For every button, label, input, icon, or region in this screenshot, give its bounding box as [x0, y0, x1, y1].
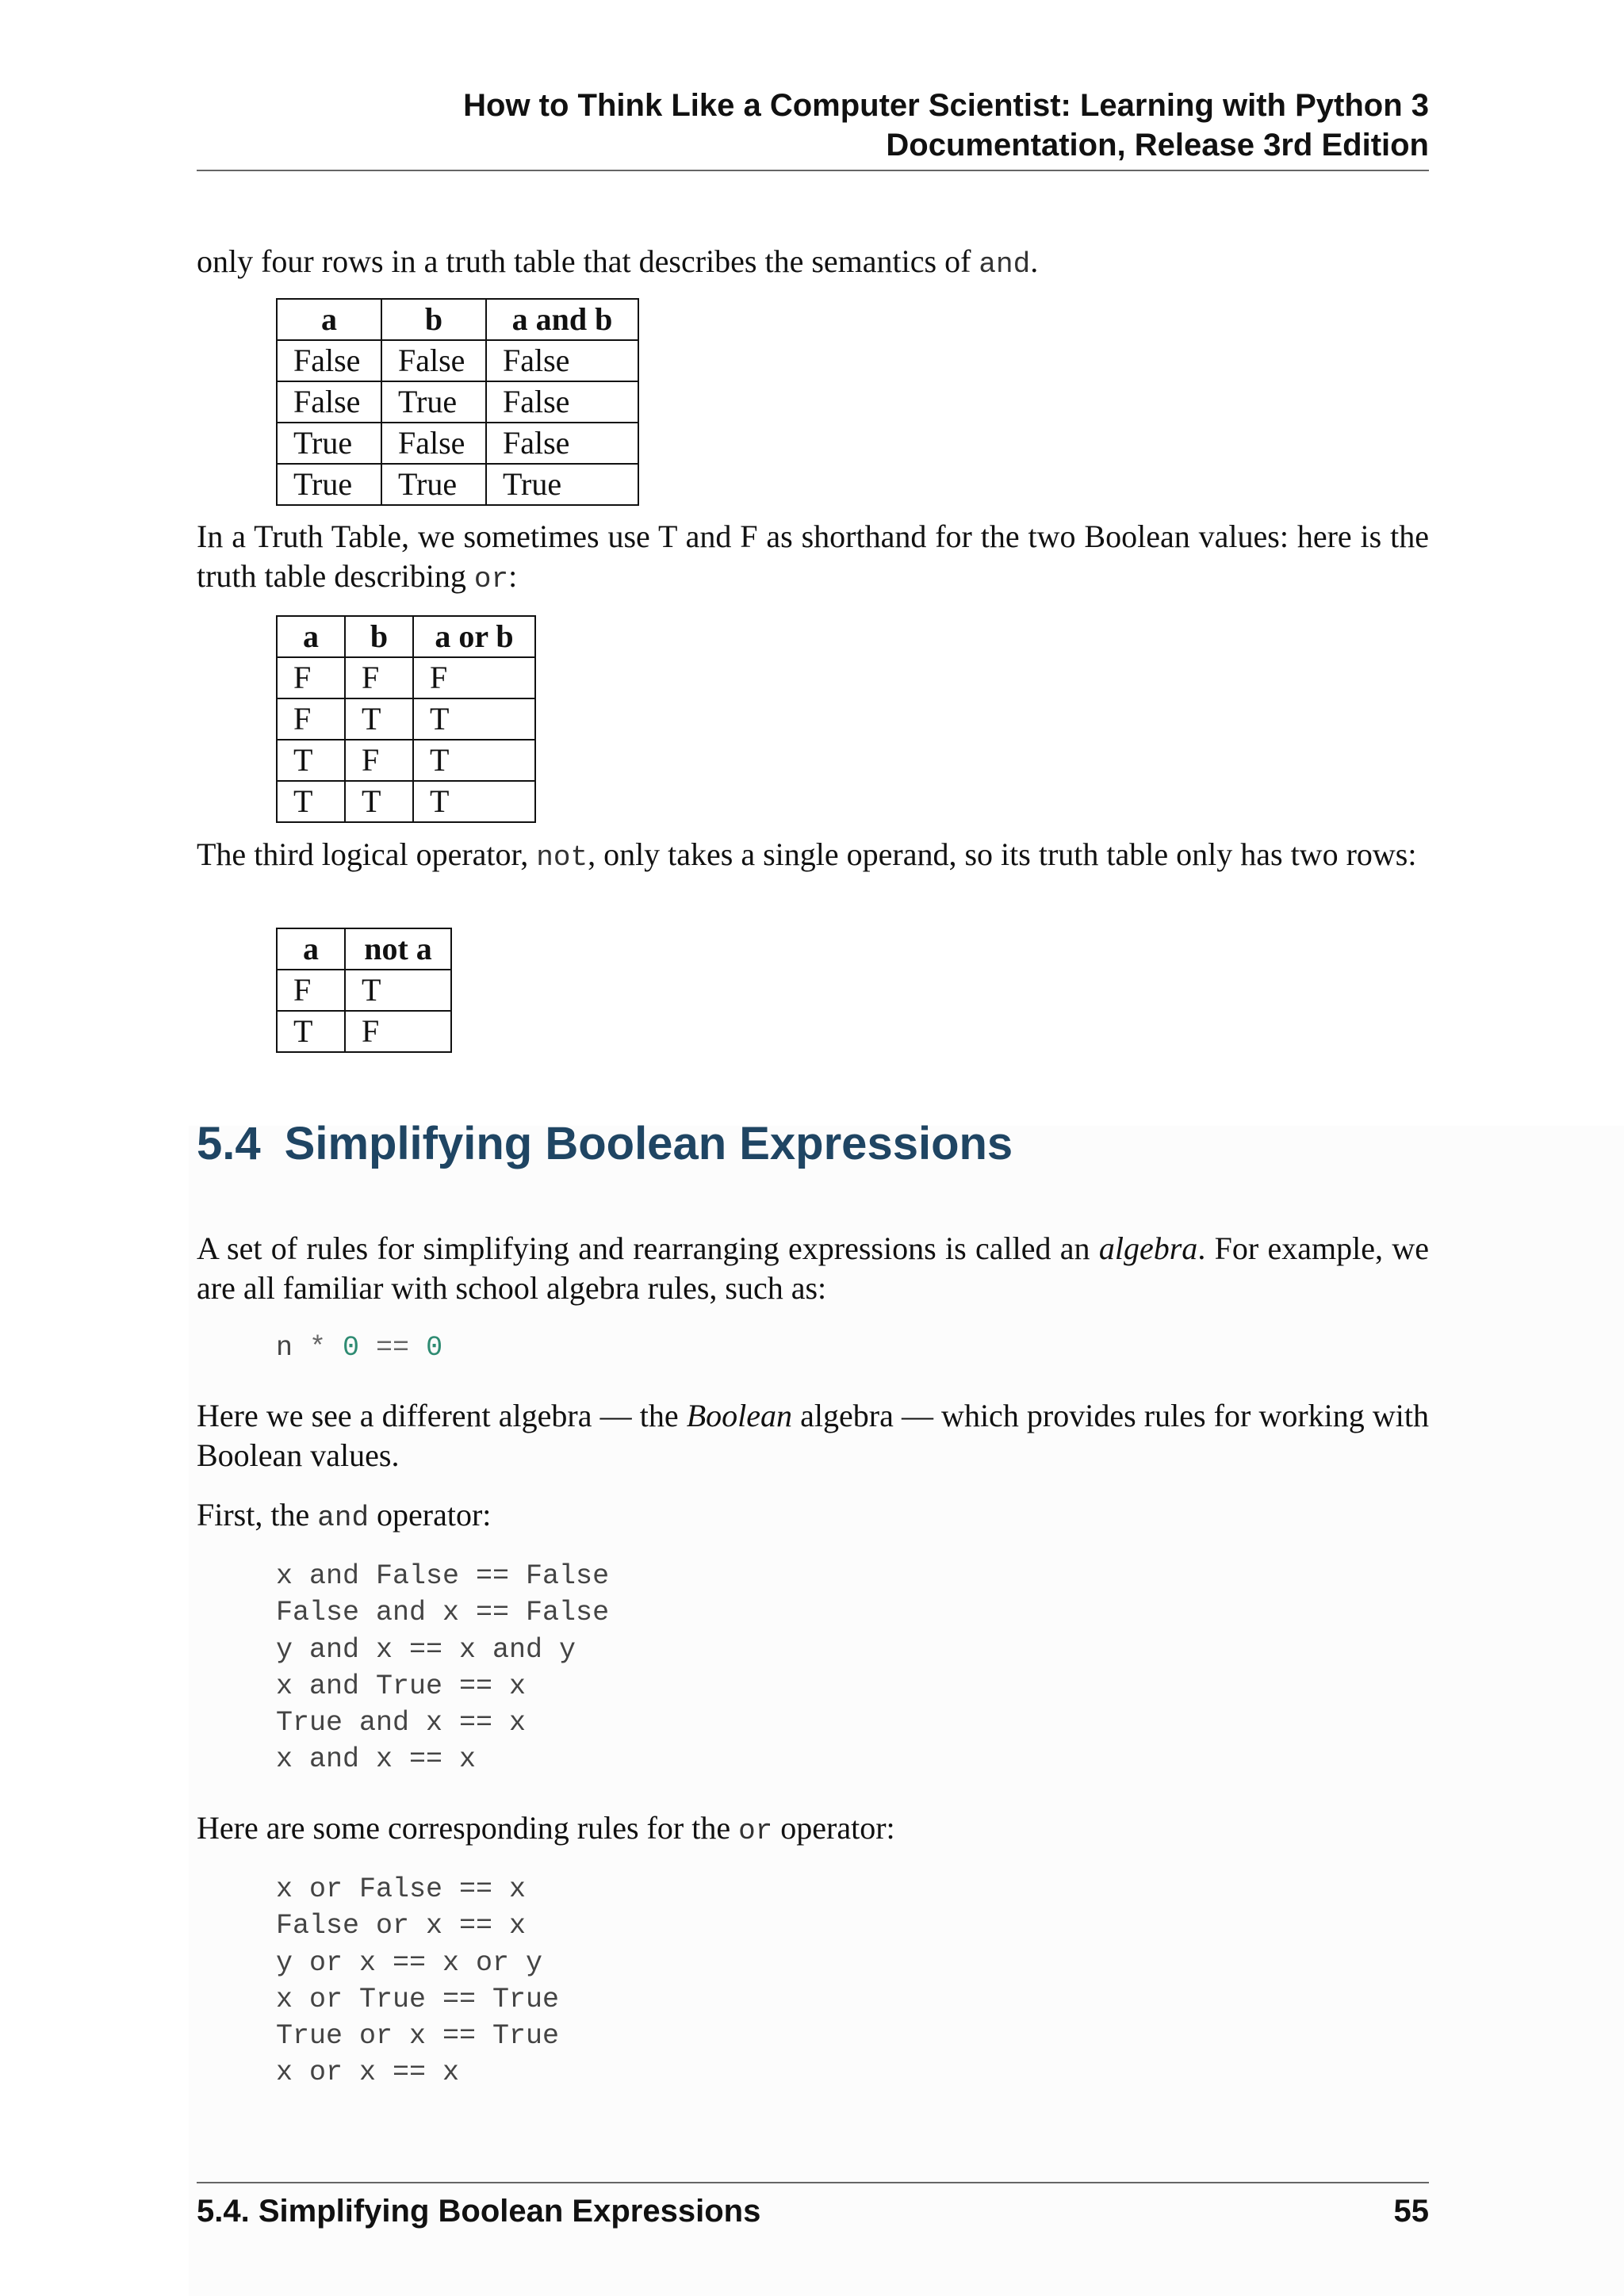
intro-text: only four rows in a truth table that describes the semantics of	[197, 243, 979, 279]
or-rules-intro	[197, 1808, 1429, 1851]
table-cell: False	[381, 423, 486, 464]
table-header-row	[277, 616, 535, 657]
table-cell: T	[413, 740, 535, 781]
inline-code-and: and	[317, 1502, 370, 1534]
or-rules-intro-text-after: operator:	[772, 1810, 895, 1846]
inline-code-or: or	[473, 563, 509, 595]
or-intro-punct: :	[508, 558, 518, 594]
or-intro-paragraph	[197, 517, 1429, 599]
table-cell: False	[486, 423, 638, 464]
header-line-1: How to Think Like a Computer Scientist: Learning with Python 3	[463, 88, 1429, 123]
and-rules-intro-text-after: operator:	[369, 1497, 492, 1533]
and-rules-intro	[197, 1495, 1429, 1538]
table-cell: F	[413, 657, 535, 698]
section-title: Simplifying Boolean Expressions	[284, 1118, 1013, 1169]
boolean-emphasis: Boolean	[686, 1398, 792, 1433]
table-cell: False	[486, 381, 638, 423]
not-intro-text: The third logical operator,	[197, 836, 537, 872]
table-cell: True	[381, 464, 486, 505]
table-cell: True	[277, 464, 381, 505]
table-cell: F	[345, 657, 413, 698]
table-row	[277, 781, 535, 822]
page-number: 55	[1393, 2194, 1429, 2229]
table-cell: T	[345, 698, 413, 740]
or-rules-intro-text: Here are some corresponding rules for the	[197, 1810, 739, 1846]
table-cell: T	[413, 698, 535, 740]
column-header: a	[277, 616, 345, 657]
table-row	[277, 1011, 451, 1052]
code-token: 0	[426, 1332, 443, 1364]
table-cell: F	[277, 657, 345, 698]
not-intro-paragraph	[197, 835, 1429, 878]
table-cell: F	[345, 1011, 451, 1052]
algebra-paragraph	[197, 1229, 1429, 1308]
table-cell: T	[345, 970, 451, 1011]
table-cell: False	[381, 340, 486, 381]
intro-punct: .	[1030, 243, 1039, 279]
column-header: a and b	[486, 299, 638, 340]
table-cell: T	[277, 1011, 345, 1052]
or-rules-code-block: x or False == x False or x == x y or x == x or y x or True == True True or x == True x or x == x	[276, 1873, 560, 2089]
column-header: a	[277, 299, 381, 340]
header-line-2: Documentation, Release 3rd Edition	[886, 128, 1429, 163]
table-row	[277, 657, 535, 698]
algebra-text-after: . For example, we are all familiar with school algebra rules, such as:	[197, 1230, 1429, 1306]
table-row	[277, 340, 638, 381]
not-truth-table	[276, 928, 452, 1053]
inline-code-and: and	[979, 248, 1031, 281]
and-rules-code-block: x and False == False False and x == False y and x == x and y x and True == x True and x == x x and x == x	[276, 1560, 610, 1776]
section-heading	[197, 1116, 1013, 1172]
school-algebra-code	[276, 1330, 442, 1366]
table-row	[277, 381, 638, 423]
column-header: a	[277, 928, 345, 970]
column-header: a or b	[413, 616, 535, 657]
code-token: ==	[359, 1332, 427, 1364]
table-cell: T	[277, 781, 345, 822]
column-header: b	[345, 616, 413, 657]
intro-paragraph	[197, 242, 1429, 285]
header-rule	[197, 170, 1429, 171]
table-cell: True	[486, 464, 638, 505]
column-header: not a	[345, 928, 451, 970]
table-cell: False	[277, 381, 381, 423]
running-header	[197, 86, 1429, 165]
boolean-algebra-paragraph	[197, 1396, 1429, 1475]
footer-section-label: 5.4. Simplifying Boolean Expressions	[197, 2194, 761, 2229]
table-cell: F	[345, 740, 413, 781]
and-truth-table	[276, 298, 639, 506]
section-number: 5.4	[197, 1118, 261, 1169]
table-header-row	[277, 928, 451, 970]
table-cell: T	[277, 740, 345, 781]
table-row	[277, 464, 638, 505]
footer-rule	[197, 2182, 1429, 2183]
or-intro-text: In a Truth Table, we sometimes use T and F as shorthand for the two Boolean values: here is the truth table describing	[197, 519, 1429, 594]
code-token: *	[293, 1332, 343, 1364]
table-cell: True	[277, 423, 381, 464]
and-rules-intro-text: First, the	[197, 1497, 318, 1533]
table-cell: True	[381, 381, 486, 423]
inline-code-or: or	[738, 1815, 773, 1847]
table-row	[277, 423, 638, 464]
boolean-text: Here we see a different algebra — the	[197, 1398, 687, 1433]
boolean-text-after: algebra — which provides rules for working with Boolean values.	[197, 1398, 1429, 1473]
code-token: n	[276, 1332, 293, 1364]
not-intro-text-after: , only takes a single operand, so its truth table only has two rows:	[588, 836, 1417, 872]
table-header-row	[277, 299, 638, 340]
code-token: 0	[343, 1332, 360, 1364]
table-row	[277, 698, 535, 740]
table-cell: F	[277, 970, 345, 1011]
table-cell: False	[277, 340, 381, 381]
table-cell: False	[486, 340, 638, 381]
algebra-text: A set of rules for simplifying and rearranging expressions is called an	[197, 1230, 1099, 1266]
algebra-emphasis: algebra	[1098, 1230, 1198, 1266]
column-header: b	[381, 299, 486, 340]
table-row	[277, 970, 451, 1011]
or-truth-table	[276, 615, 536, 823]
table-cell: T	[345, 781, 413, 822]
table-cell: F	[277, 698, 345, 740]
table-cell: T	[413, 781, 535, 822]
inline-code-not: not	[536, 841, 588, 874]
table-row	[277, 740, 535, 781]
